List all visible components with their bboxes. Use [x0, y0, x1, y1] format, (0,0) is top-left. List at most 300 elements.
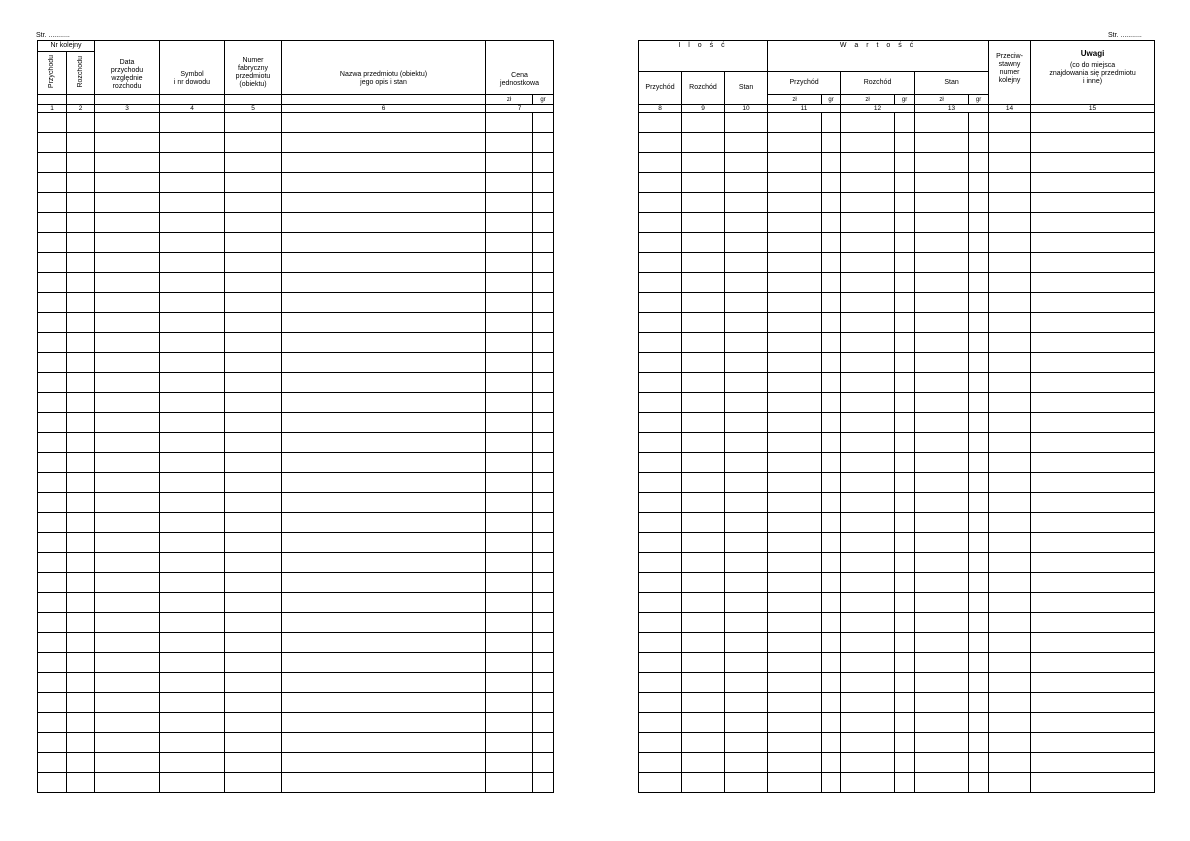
ledger-cell[interactable] [38, 253, 67, 273]
ledger-cell[interactable] [533, 213, 554, 233]
ledger-cell[interactable] [682, 533, 725, 553]
ledger-cell[interactable] [639, 473, 682, 493]
ledger-cell[interactable] [841, 693, 895, 713]
ledger-cell[interactable] [682, 453, 725, 473]
ledger-cell[interactable] [989, 153, 1031, 173]
ledger-cell[interactable] [160, 513, 225, 533]
ledger-cell[interactable] [1031, 193, 1155, 213]
ledger-cell[interactable] [895, 433, 915, 453]
ledger-cell[interactable] [38, 593, 67, 613]
ledger-cell[interactable] [639, 693, 682, 713]
ledger-cell[interactable] [895, 393, 915, 413]
ledger-cell[interactable] [639, 573, 682, 593]
ledger-cell[interactable] [841, 493, 895, 513]
ledger-cell[interactable] [225, 753, 282, 773]
ledger-cell[interactable] [725, 513, 768, 533]
ledger-cell[interactable] [225, 433, 282, 453]
ledger-cell[interactable] [989, 253, 1031, 273]
ledger-cell[interactable] [989, 653, 1031, 673]
ledger-cell[interactable] [1031, 293, 1155, 313]
ledger-cell[interactable] [841, 453, 895, 473]
ledger-cell[interactable] [533, 353, 554, 373]
ledger-cell[interactable] [1031, 653, 1155, 673]
ledger-cell[interactable] [989, 453, 1031, 473]
ledger-cell[interactable] [160, 673, 225, 693]
ledger-cell[interactable] [67, 293, 95, 313]
ledger-cell[interactable] [533, 293, 554, 313]
ledger-cell[interactable] [915, 433, 969, 453]
ledger-cell[interactable] [969, 253, 989, 273]
ledger-cell[interactable] [95, 613, 160, 633]
ledger-cell[interactable] [225, 553, 282, 573]
ledger-cell[interactable] [915, 213, 969, 233]
ledger-cell[interactable] [725, 373, 768, 393]
ledger-cell[interactable] [67, 653, 95, 673]
ledger-cell[interactable] [822, 213, 841, 233]
ledger-cell[interactable] [1031, 473, 1155, 493]
ledger-cell[interactable] [533, 573, 554, 593]
ledger-cell[interactable] [67, 773, 95, 793]
ledger-cell[interactable] [989, 433, 1031, 453]
ledger-cell[interactable] [225, 573, 282, 593]
ledger-cell[interactable] [969, 313, 989, 333]
ledger-cell[interactable] [225, 493, 282, 513]
ledger-cell[interactable] [822, 233, 841, 253]
ledger-cell[interactable] [67, 193, 95, 213]
ledger-cell[interactable] [822, 133, 841, 153]
ledger-cell[interactable] [1031, 393, 1155, 413]
ledger-cell[interactable] [895, 173, 915, 193]
ledger-cell[interactable] [533, 773, 554, 793]
ledger-cell[interactable] [915, 193, 969, 213]
ledger-cell[interactable] [768, 393, 822, 413]
ledger-cell[interactable] [639, 753, 682, 773]
ledger-cell[interactable] [725, 233, 768, 253]
ledger-cell[interactable] [1031, 153, 1155, 173]
ledger-cell[interactable] [822, 513, 841, 533]
ledger-cell[interactable] [67, 693, 95, 713]
ledger-cell[interactable] [282, 253, 486, 273]
ledger-cell[interactable] [682, 653, 725, 673]
ledger-cell[interactable] [533, 273, 554, 293]
ledger-cell[interactable] [282, 493, 486, 513]
ledger-cell[interactable] [969, 413, 989, 433]
ledger-cell[interactable] [969, 613, 989, 633]
ledger-cell[interactable] [822, 773, 841, 793]
ledger-cell[interactable] [282, 393, 486, 413]
ledger-cell[interactable] [282, 773, 486, 793]
ledger-cell[interactable] [969, 653, 989, 673]
ledger-cell[interactable] [682, 473, 725, 493]
ledger-cell[interactable] [38, 173, 67, 193]
ledger-cell[interactable] [95, 553, 160, 573]
ledger-cell[interactable] [915, 653, 969, 673]
ledger-cell[interactable] [639, 333, 682, 353]
ledger-cell[interactable] [725, 693, 768, 713]
ledger-cell[interactable] [486, 293, 533, 313]
ledger-cell[interactable] [38, 393, 67, 413]
ledger-cell[interactable] [725, 413, 768, 433]
ledger-cell[interactable] [841, 353, 895, 373]
ledger-cell[interactable] [38, 353, 67, 373]
ledger-cell[interactable] [95, 753, 160, 773]
ledger-cell[interactable] [533, 533, 554, 553]
ledger-cell[interactable] [67, 453, 95, 473]
ledger-cell[interactable] [725, 393, 768, 413]
ledger-cell[interactable] [969, 473, 989, 493]
ledger-cell[interactable] [225, 313, 282, 333]
ledger-cell[interactable] [969, 673, 989, 693]
ledger-cell[interactable] [822, 733, 841, 753]
ledger-cell[interactable] [160, 353, 225, 373]
ledger-cell[interactable] [822, 693, 841, 713]
ledger-cell[interactable] [225, 193, 282, 213]
ledger-cell[interactable] [969, 113, 989, 133]
ledger-cell[interactable] [822, 593, 841, 613]
ledger-cell[interactable] [639, 413, 682, 433]
ledger-cell[interactable] [725, 213, 768, 233]
ledger-cell[interactable] [725, 553, 768, 573]
ledger-cell[interactable] [915, 713, 969, 733]
ledger-cell[interactable] [639, 133, 682, 153]
ledger-cell[interactable] [225, 693, 282, 713]
ledger-cell[interactable] [486, 733, 533, 753]
ledger-cell[interactable] [768, 493, 822, 513]
ledger-cell[interactable] [895, 133, 915, 153]
ledger-cell[interactable] [989, 593, 1031, 613]
ledger-cell[interactable] [915, 153, 969, 173]
ledger-cell[interactable] [969, 293, 989, 313]
ledger-cell[interactable] [895, 673, 915, 693]
ledger-cell[interactable] [1031, 313, 1155, 333]
ledger-cell[interactable] [639, 153, 682, 173]
ledger-cell[interactable] [841, 413, 895, 433]
ledger-cell[interactable] [95, 373, 160, 393]
ledger-cell[interactable] [160, 613, 225, 633]
ledger-cell[interactable] [841, 333, 895, 353]
ledger-cell[interactable] [768, 113, 822, 133]
ledger-cell[interactable] [282, 533, 486, 553]
ledger-cell[interactable] [67, 433, 95, 453]
ledger-cell[interactable] [841, 233, 895, 253]
ledger-cell[interactable] [486, 453, 533, 473]
ledger-cell[interactable] [533, 473, 554, 493]
ledger-cell[interactable] [725, 453, 768, 473]
ledger-cell[interactable] [639, 373, 682, 393]
ledger-cell[interactable] [95, 713, 160, 733]
ledger-cell[interactable] [486, 173, 533, 193]
ledger-cell[interactable] [1031, 233, 1155, 253]
ledger-cell[interactable] [533, 713, 554, 733]
ledger-cell[interactable] [160, 293, 225, 313]
ledger-cell[interactable] [160, 453, 225, 473]
ledger-cell[interactable] [725, 273, 768, 293]
ledger-cell[interactable] [895, 413, 915, 433]
ledger-cell[interactable] [486, 633, 533, 653]
ledger-cell[interactable] [768, 173, 822, 193]
ledger-cell[interactable] [841, 593, 895, 613]
ledger-cell[interactable] [895, 373, 915, 393]
ledger-cell[interactable] [841, 253, 895, 273]
ledger-cell[interactable] [486, 353, 533, 373]
ledger-cell[interactable] [95, 633, 160, 653]
ledger-cell[interactable] [639, 393, 682, 413]
ledger-cell[interactable] [1031, 373, 1155, 393]
ledger-cell[interactable] [282, 273, 486, 293]
ledger-cell[interactable] [282, 633, 486, 653]
ledger-cell[interactable] [1031, 493, 1155, 513]
ledger-cell[interactable] [682, 773, 725, 793]
ledger-cell[interactable] [841, 513, 895, 533]
ledger-cell[interactable] [1031, 693, 1155, 713]
ledger-cell[interactable] [225, 113, 282, 133]
ledger-cell[interactable] [639, 533, 682, 553]
ledger-cell[interactable] [95, 673, 160, 693]
ledger-cell[interactable] [67, 353, 95, 373]
ledger-cell[interactable] [895, 713, 915, 733]
ledger-cell[interactable] [841, 433, 895, 453]
ledger-cell[interactable] [67, 753, 95, 773]
ledger-cell[interactable] [486, 593, 533, 613]
ledger-cell[interactable] [989, 273, 1031, 293]
ledger-cell[interactable] [160, 313, 225, 333]
ledger-cell[interactable] [95, 293, 160, 313]
ledger-cell[interactable] [969, 593, 989, 613]
ledger-cell[interactable] [160, 153, 225, 173]
ledger-cell[interactable] [682, 333, 725, 353]
ledger-cell[interactable] [768, 533, 822, 553]
ledger-cell[interactable] [915, 593, 969, 613]
ledger-cell[interactable] [841, 673, 895, 693]
ledger-cell[interactable] [486, 193, 533, 213]
ledger-cell[interactable] [160, 173, 225, 193]
ledger-cell[interactable] [160, 373, 225, 393]
ledger-cell[interactable] [725, 533, 768, 553]
ledger-cell[interactable] [915, 673, 969, 693]
ledger-cell[interactable] [969, 353, 989, 373]
ledger-cell[interactable] [533, 693, 554, 713]
ledger-cell[interactable] [282, 353, 486, 373]
ledger-cell[interactable] [841, 573, 895, 593]
ledger-cell[interactable] [895, 553, 915, 573]
ledger-cell[interactable] [639, 593, 682, 613]
ledger-cell[interactable] [533, 433, 554, 453]
ledger-cell[interactable] [67, 173, 95, 193]
ledger-cell[interactable] [1031, 333, 1155, 353]
ledger-cell[interactable] [160, 493, 225, 513]
ledger-cell[interactable] [1031, 133, 1155, 153]
ledger-cell[interactable] [841, 133, 895, 153]
ledger-cell[interactable] [533, 553, 554, 573]
ledger-cell[interactable] [768, 673, 822, 693]
ledger-cell[interactable] [895, 473, 915, 493]
ledger-cell[interactable] [38, 113, 67, 133]
ledger-cell[interactable] [989, 473, 1031, 493]
ledger-cell[interactable] [1031, 753, 1155, 773]
ledger-cell[interactable] [1031, 113, 1155, 133]
ledger-cell[interactable] [1031, 593, 1155, 613]
ledger-cell[interactable] [160, 633, 225, 653]
ledger-cell[interactable] [160, 233, 225, 253]
ledger-cell[interactable] [95, 193, 160, 213]
ledger-cell[interactable] [989, 553, 1031, 573]
ledger-cell[interactable] [768, 313, 822, 333]
ledger-cell[interactable] [725, 633, 768, 653]
ledger-cell[interactable] [768, 633, 822, 653]
ledger-cell[interactable] [160, 413, 225, 433]
ledger-cell[interactable] [95, 533, 160, 553]
ledger-cell[interactable] [282, 473, 486, 493]
ledger-cell[interactable] [768, 613, 822, 633]
ledger-cell[interactable] [841, 393, 895, 413]
ledger-cell[interactable] [282, 513, 486, 533]
ledger-cell[interactable] [989, 533, 1031, 553]
ledger-cell[interactable] [38, 453, 67, 473]
ledger-cell[interactable] [895, 193, 915, 213]
ledger-cell[interactable] [725, 613, 768, 633]
ledger-cell[interactable] [38, 193, 67, 213]
ledger-cell[interactable] [38, 413, 67, 433]
ledger-cell[interactable] [639, 653, 682, 673]
ledger-cell[interactable] [969, 633, 989, 653]
ledger-cell[interactable] [1031, 433, 1155, 453]
ledger-cell[interactable] [725, 713, 768, 733]
ledger-cell[interactable] [989, 233, 1031, 253]
ledger-cell[interactable] [639, 213, 682, 233]
ledger-cell[interactable] [225, 453, 282, 473]
ledger-cell[interactable] [160, 653, 225, 673]
ledger-cell[interactable] [225, 173, 282, 193]
ledger-cell[interactable] [682, 413, 725, 433]
ledger-cell[interactable] [67, 593, 95, 613]
ledger-cell[interactable] [38, 673, 67, 693]
ledger-cell[interactable] [822, 413, 841, 433]
ledger-cell[interactable] [160, 393, 225, 413]
ledger-cell[interactable] [989, 353, 1031, 373]
ledger-cell[interactable] [822, 113, 841, 133]
ledger-cell[interactable] [38, 533, 67, 553]
ledger-cell[interactable] [160, 253, 225, 273]
ledger-cell[interactable] [639, 673, 682, 693]
ledger-cell[interactable] [841, 273, 895, 293]
ledger-cell[interactable] [67, 513, 95, 533]
ledger-cell[interactable] [282, 153, 486, 173]
ledger-cell[interactable] [682, 513, 725, 533]
ledger-cell[interactable] [915, 393, 969, 413]
ledger-cell[interactable] [533, 673, 554, 693]
ledger-cell[interactable] [822, 313, 841, 333]
ledger-cell[interactable] [768, 573, 822, 593]
ledger-cell[interactable] [95, 773, 160, 793]
ledger-cell[interactable] [282, 753, 486, 773]
ledger-cell[interactable] [486, 253, 533, 273]
ledger-cell[interactable] [1031, 533, 1155, 553]
ledger-cell[interactable] [915, 493, 969, 513]
ledger-cell[interactable] [1031, 713, 1155, 733]
ledger-cell[interactable] [841, 293, 895, 313]
ledger-cell[interactable] [841, 193, 895, 213]
ledger-cell[interactable] [95, 693, 160, 713]
ledger-cell[interactable] [969, 373, 989, 393]
ledger-cell[interactable] [895, 453, 915, 473]
ledger-cell[interactable] [67, 553, 95, 573]
ledger-cell[interactable] [486, 433, 533, 453]
ledger-cell[interactable] [895, 633, 915, 653]
ledger-cell[interactable] [533, 173, 554, 193]
ledger-cell[interactable] [915, 513, 969, 533]
ledger-cell[interactable] [639, 613, 682, 633]
ledger-cell[interactable] [282, 453, 486, 473]
ledger-cell[interactable] [682, 673, 725, 693]
ledger-cell[interactable] [682, 313, 725, 333]
ledger-cell[interactable] [768, 293, 822, 313]
ledger-cell[interactable] [725, 173, 768, 193]
ledger-cell[interactable] [160, 213, 225, 233]
ledger-cell[interactable] [38, 313, 67, 333]
ledger-cell[interactable] [225, 273, 282, 293]
ledger-cell[interactable] [639, 733, 682, 753]
ledger-cell[interactable] [225, 133, 282, 153]
ledger-cell[interactable] [915, 113, 969, 133]
ledger-cell[interactable] [1031, 773, 1155, 793]
ledger-cell[interactable] [989, 173, 1031, 193]
ledger-cell[interactable] [486, 393, 533, 413]
ledger-cell[interactable] [160, 113, 225, 133]
ledger-cell[interactable] [768, 453, 822, 473]
ledger-cell[interactable] [639, 773, 682, 793]
ledger-cell[interactable] [989, 513, 1031, 533]
ledger-cell[interactable] [915, 173, 969, 193]
ledger-cell[interactable] [682, 233, 725, 253]
ledger-cell[interactable] [895, 153, 915, 173]
ledger-cell[interactable] [725, 153, 768, 173]
ledger-cell[interactable] [225, 373, 282, 393]
ledger-cell[interactable] [989, 373, 1031, 393]
ledger-cell[interactable] [38, 293, 67, 313]
ledger-cell[interactable] [915, 693, 969, 713]
ledger-cell[interactable] [639, 433, 682, 453]
ledger-cell[interactable] [969, 693, 989, 713]
ledger-cell[interactable] [768, 433, 822, 453]
ledger-cell[interactable] [915, 613, 969, 633]
ledger-cell[interactable] [822, 193, 841, 213]
ledger-cell[interactable] [282, 173, 486, 193]
ledger-cell[interactable] [67, 733, 95, 753]
ledger-cell[interactable] [282, 593, 486, 613]
ledger-cell[interactable] [768, 593, 822, 613]
ledger-cell[interactable] [915, 413, 969, 433]
ledger-cell[interactable] [682, 153, 725, 173]
ledger-cell[interactable] [533, 393, 554, 413]
ledger-cell[interactable] [533, 413, 554, 433]
ledger-cell[interactable] [225, 393, 282, 413]
ledger-cell[interactable] [160, 533, 225, 553]
ledger-cell[interactable] [989, 493, 1031, 513]
ledger-cell[interactable] [915, 353, 969, 373]
ledger-cell[interactable] [486, 273, 533, 293]
ledger-cell[interactable] [1031, 553, 1155, 573]
ledger-cell[interactable] [841, 613, 895, 633]
ledger-cell[interactable] [1031, 273, 1155, 293]
ledger-cell[interactable] [822, 353, 841, 373]
ledger-cell[interactable] [67, 533, 95, 553]
ledger-cell[interactable] [915, 233, 969, 253]
ledger-cell[interactable] [822, 493, 841, 513]
ledger-cell[interactable] [486, 413, 533, 433]
ledger-cell[interactable] [989, 413, 1031, 433]
ledger-cell[interactable] [895, 513, 915, 533]
ledger-cell[interactable] [225, 513, 282, 533]
